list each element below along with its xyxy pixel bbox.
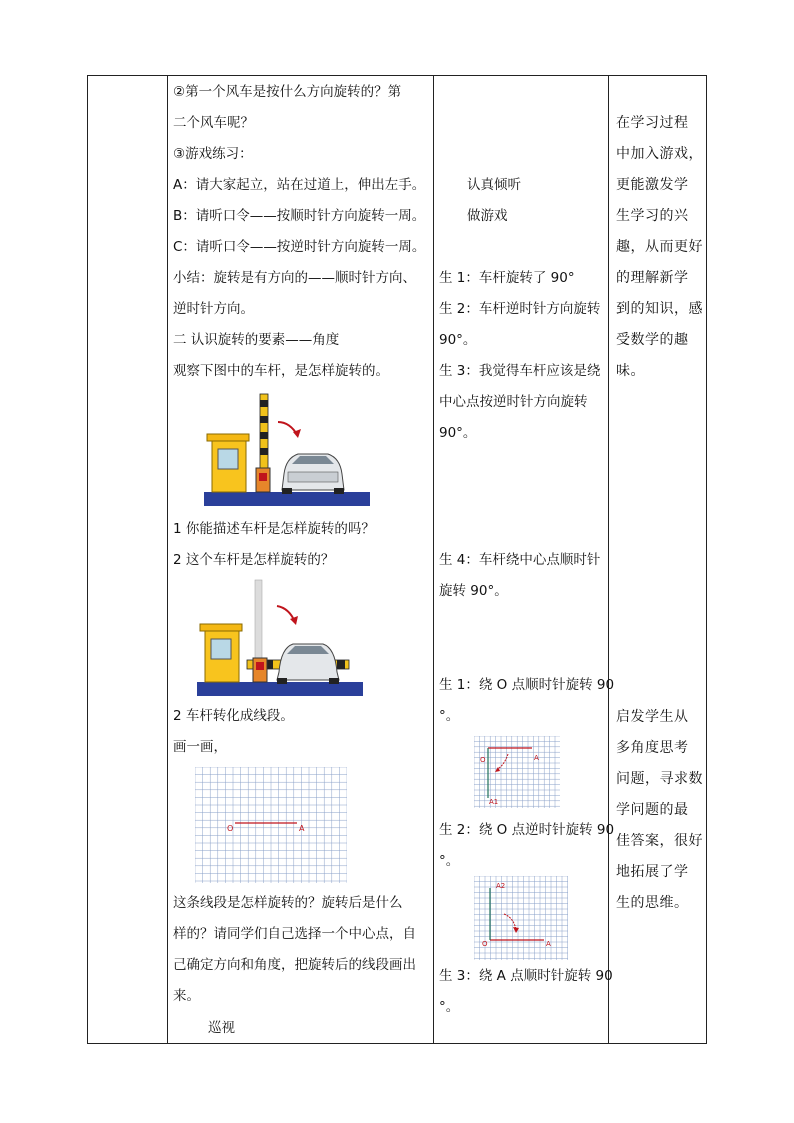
game-step-c: C：请听口令——按逆时针方向旋转一周。 — [173, 239, 426, 255]
booth-roof — [207, 434, 249, 441]
game-step-b: B：请听口令——按顺时针方向旋转一周。 — [173, 208, 426, 224]
draw-instruction: 画一画， — [173, 739, 227, 755]
rotation-answer-2-line-1: 生 2：绕 O 点逆时针旋转 90 — [439, 822, 615, 838]
raised-pole-ghost — [255, 580, 262, 660]
student-2-answer-line-2: 90°。 — [439, 332, 477, 348]
question-3: ③游戏练习： — [173, 146, 253, 162]
observe-instruction: 观察下图中的车杆，是怎样旋转的。 — [173, 363, 389, 379]
student-3-answer-line-1: 生 3：我觉得车杆应该是绕 — [439, 363, 601, 379]
patrol-note: 巡视 — [208, 1020, 235, 1036]
design-note-2-line: 多角度思考 — [616, 740, 689, 756]
question-1: 1 你能描述车杆是怎样旋转的吗？ — [173, 521, 375, 537]
design-note-2 — [616, 702, 703, 919]
question-2-line-2: 二个风车呢？ — [173, 115, 254, 131]
booth-roof — [200, 624, 242, 631]
point-a2-label: A2 — [496, 882, 506, 890]
design-note-1-line: 在学习过程 — [616, 115, 689, 131]
ground-base — [197, 682, 363, 696]
summary-line-1: 小结：旋转是有方向的——顺时针方向、 — [173, 270, 416, 286]
listen-activity: 认真倾听 — [467, 177, 521, 193]
point-o-label: O — [227, 824, 234, 833]
grid-segment-oa — [195, 767, 347, 883]
student-1-answer: 生 1：车杆旋转了 90° — [439, 270, 575, 286]
car — [277, 644, 339, 684]
design-note-2-line: 问题，寻求数 — [616, 771, 703, 787]
design-note-2-line: 学问题的最 — [616, 802, 689, 818]
car — [282, 454, 344, 494]
booth-window — [211, 639, 231, 659]
design-note-1-line: 受数学的趣 — [616, 332, 689, 348]
section-heading: 二 认识旋转的要素——角度 — [173, 332, 340, 348]
table-left-border — [87, 75, 88, 1044]
grid-rotation-clockwise — [474, 736, 560, 808]
student-2-answer-line-1: 生 2：车杆逆时针方向旋转 — [439, 301, 601, 317]
table-top-border — [87, 75, 707, 76]
rotation-question-line-3: 己确定方向和角度，把旋转后的线段画出 — [173, 957, 416, 973]
point-o-label: O — [482, 940, 488, 948]
design-note-2-line: 佳答案，很好 — [616, 833, 703, 849]
design-note-1-line: 中加入游戏， — [616, 146, 703, 162]
question-2: 2 这个车杆是怎样旋转的？ — [173, 552, 335, 568]
table-bottom-border — [87, 1043, 707, 1044]
rotation-answer-3-line-2: °。 — [439, 999, 460, 1015]
rotation-answer-3-line-1: 生 3：绕 A 点顺时针旋转 90 — [439, 968, 613, 984]
segment-caption: 2 车杆转化成线段。 — [173, 708, 294, 724]
student-3-answer-line-3: 90°。 — [439, 425, 477, 441]
toll-gate-image-2 — [195, 576, 365, 698]
design-note-1-line: 到的知识，感 — [616, 301, 703, 317]
design-note-1-line: 味。 — [616, 363, 645, 379]
student-4-answer-line-1: 生 4：车杆绕中心点顺时针 — [439, 552, 601, 568]
table-right-border — [706, 75, 707, 1044]
rotation-question-line-2: 样的？请同学们自己选择一个中心点，自 — [173, 926, 416, 942]
point-o-label: O — [480, 756, 486, 764]
rotation-question-line-4: 来。 — [173, 988, 200, 1004]
point-a1-label: A1 — [489, 798, 499, 806]
ground-base — [204, 492, 370, 506]
design-note-1-line: 更能激发学 — [616, 177, 689, 193]
design-note-1-line: 生学习的兴 — [616, 208, 689, 224]
design-note-2-line: 启发学生从 — [616, 709, 689, 725]
game-activity: 做游戏 — [467, 208, 508, 224]
design-note-2-line: 生的思维。 — [616, 895, 689, 911]
design-note-1 — [616, 108, 703, 387]
game-step-a: A：请大家起立，站在过道上，伸出左手。 — [173, 177, 426, 193]
design-note-2-line: 地拓展了学 — [616, 864, 689, 880]
student-3-answer-line-2: 中心点按逆时针方向旋转 — [439, 394, 588, 410]
point-a-label: A — [299, 824, 305, 833]
column-divider-1 — [167, 75, 168, 1044]
rotation-answer-2-line-2: °。 — [439, 853, 460, 869]
question-2-line-1: ②第一个风车是按什么方向旋转的？第 — [173, 84, 402, 100]
column-divider-3 — [608, 75, 609, 1044]
toll-gate-image-1 — [202, 392, 372, 510]
point-a-label: A — [546, 940, 551, 948]
summary-line-2: 逆时针方向。 — [173, 301, 254, 317]
student-4-answer-line-2: 旋转 90°。 — [439, 583, 508, 599]
rotation-answer-1-line-1: 生 1：绕 O 点顺时针旋转 90 — [439, 677, 615, 693]
rotation-answer-1-line-2: °。 — [439, 708, 460, 724]
design-note-1-line: 的理解新学 — [616, 270, 689, 286]
point-a-label: A — [534, 754, 539, 762]
rotation-question-line-1: 这条线段是怎样旋转的？旋转后是什么 — [173, 895, 403, 911]
design-note-1-line: 趣，从而更好 — [616, 239, 703, 255]
grid-rotation-counterclockwise — [474, 876, 568, 960]
column-divider-2 — [433, 75, 434, 1044]
booth-window — [218, 449, 238, 469]
